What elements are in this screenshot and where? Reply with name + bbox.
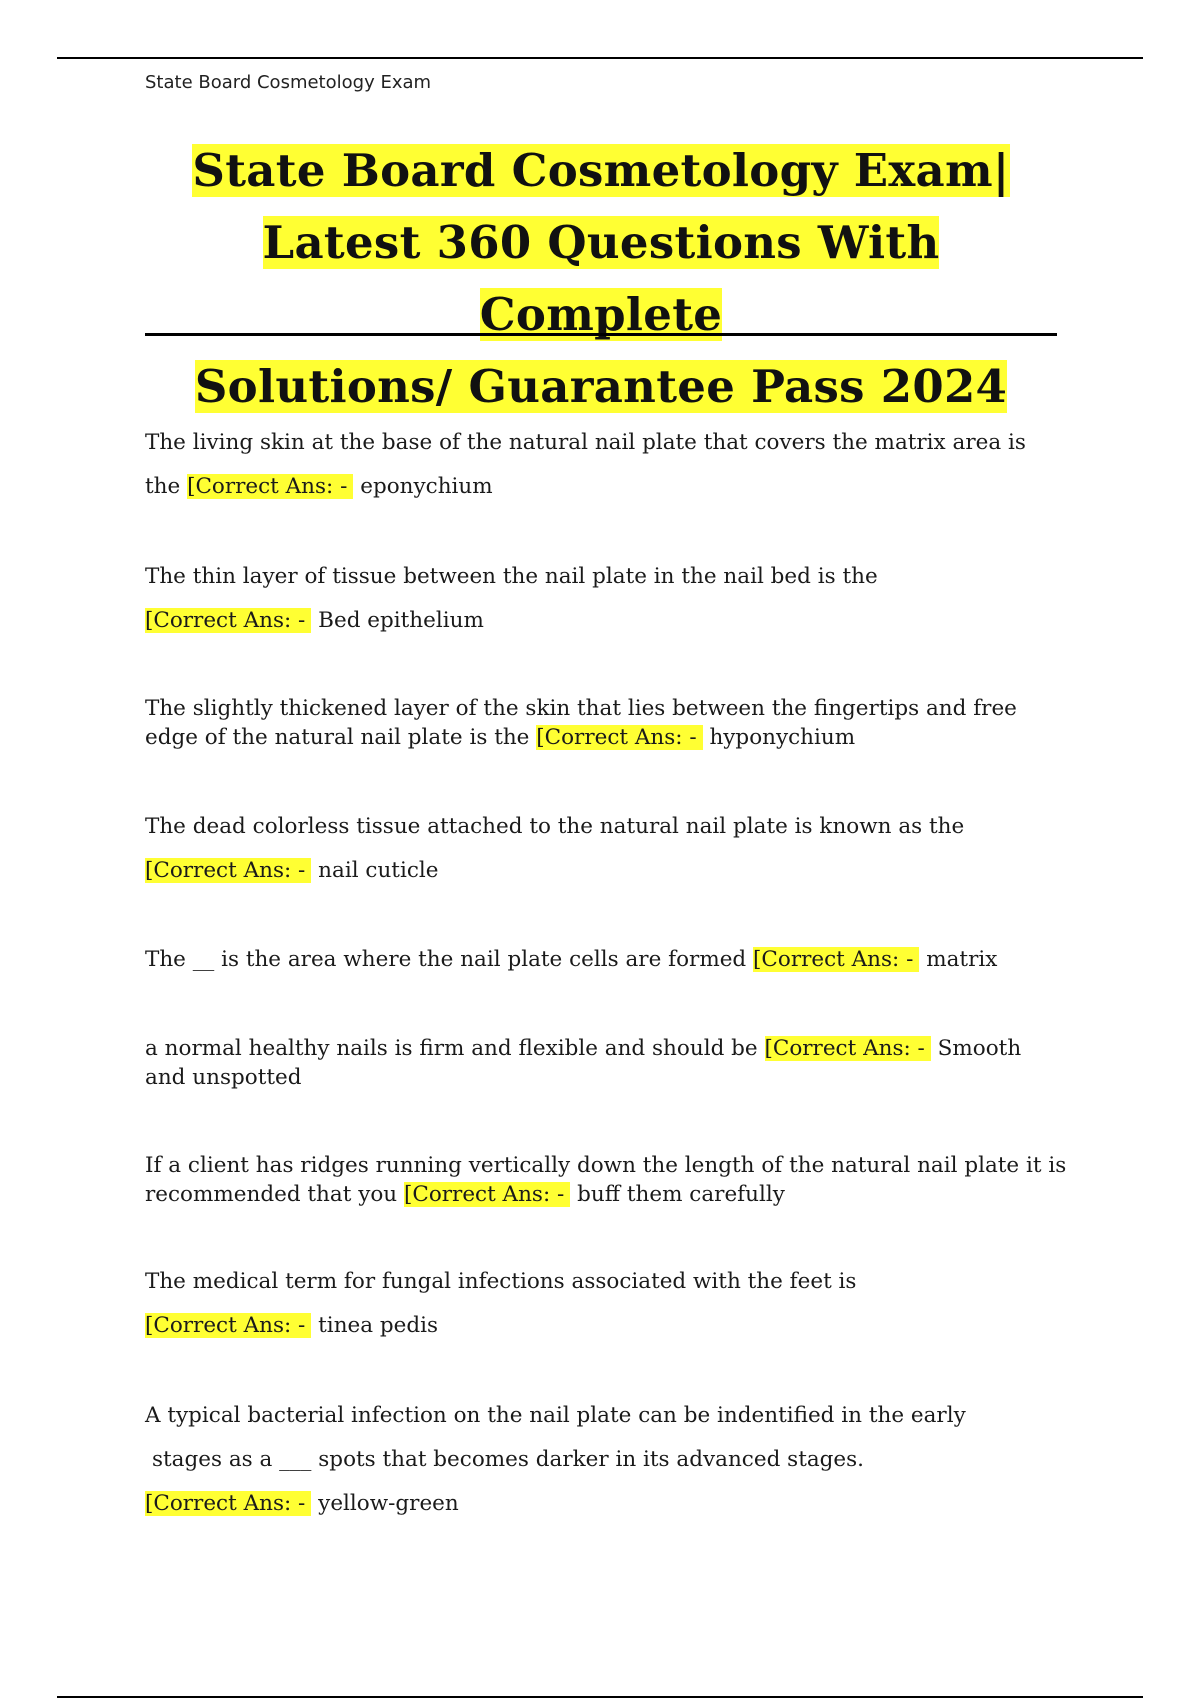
answer-marker: [Correct Ans: - — [404, 1182, 570, 1207]
answer-marker: [Correct Ans: - — [145, 1313, 311, 1338]
question-text: stages as a ___ spots that becomes darker in its advanced stages. — [152, 1447, 865, 1472]
question-text: The living skin at the base of the natural nail plate that covers the matrix area is — [145, 430, 1026, 455]
answer-marker: [Correct Ans: - — [753, 947, 919, 972]
question-text: recommended that you — [145, 1182, 398, 1207]
title-underline — [145, 333, 1057, 336]
answer-text: yellow-green — [318, 1491, 459, 1516]
answer-marker: [Correct Ans: - — [145, 608, 311, 633]
title-line-1: State Board Cosmetology Exam| — [192, 144, 1010, 197]
page-top-rule — [57, 57, 1143, 59]
question-text: edge of the natural nail plate is the — [145, 725, 530, 750]
answer-text: nail cuticle — [318, 858, 439, 883]
question-text: The __ is the area where the nail plate cells are formed — [145, 947, 747, 972]
qa-item — [145, 421, 1075, 509]
question-text: The thin layer of tissue between the nail plate in the nail bed is the — [145, 564, 878, 589]
answer-marker: [Correct Ans: - — [536, 725, 702, 750]
running-header: State Board Cosmetology Exam — [145, 72, 432, 93]
qa-item — [145, 805, 1075, 893]
answer-text: tinea pedis — [318, 1313, 439, 1338]
answer-text: Bed epithelium — [318, 608, 484, 633]
answer-marker: [Correct Ans: - — [765, 1036, 931, 1061]
question-text: If a client has ridges running vertically down the length of the natural nail plate it is — [145, 1153, 1067, 1178]
qa-item — [145, 555, 1075, 643]
qa-item — [145, 694, 1075, 752]
title-line-3: Solutions/ Guarantee Pass 2024 — [194, 360, 1008, 413]
qa-item — [145, 1151, 1075, 1209]
answer-marker: [Correct Ans: - — [145, 1491, 311, 1516]
question-text: The slightly thickened layer of the skin that lies between the fingertips and free — [145, 696, 1017, 721]
answer-marker: [Correct Ans: - — [187, 474, 353, 499]
qa-item — [145, 945, 1075, 974]
answer-text: matrix — [926, 947, 998, 972]
qa-item — [145, 1260, 1075, 1348]
answer-text: Smooth — [937, 1036, 1022, 1061]
question-text: A typical bacterial infection on the nail plate can be indentified in the early — [145, 1403, 966, 1428]
question-text: a normal healthy nails is firm and flexible and should be — [145, 1036, 758, 1061]
answer-marker: [Correct Ans: - — [145, 858, 311, 883]
qa-item — [145, 1034, 1075, 1092]
question-text: The dead colorless tissue attached to the natural nail plate is known as the — [145, 814, 965, 839]
answer-text: buff them carefully — [577, 1182, 785, 1207]
question-text: The medical term for fungal infections associated with the feet is — [145, 1269, 857, 1294]
answer-text: hyponychium — [709, 725, 856, 750]
document-title — [145, 140, 1057, 428]
question-text: the — [145, 474, 181, 499]
title-line-2: Latest 360 Questions With Complete — [262, 216, 940, 341]
qa-item — [145, 1394, 1075, 1526]
answer-text: and unspotted — [145, 1065, 302, 1090]
answer-text: eponychium — [360, 474, 493, 499]
page-bottom-rule — [57, 1696, 1143, 1698]
